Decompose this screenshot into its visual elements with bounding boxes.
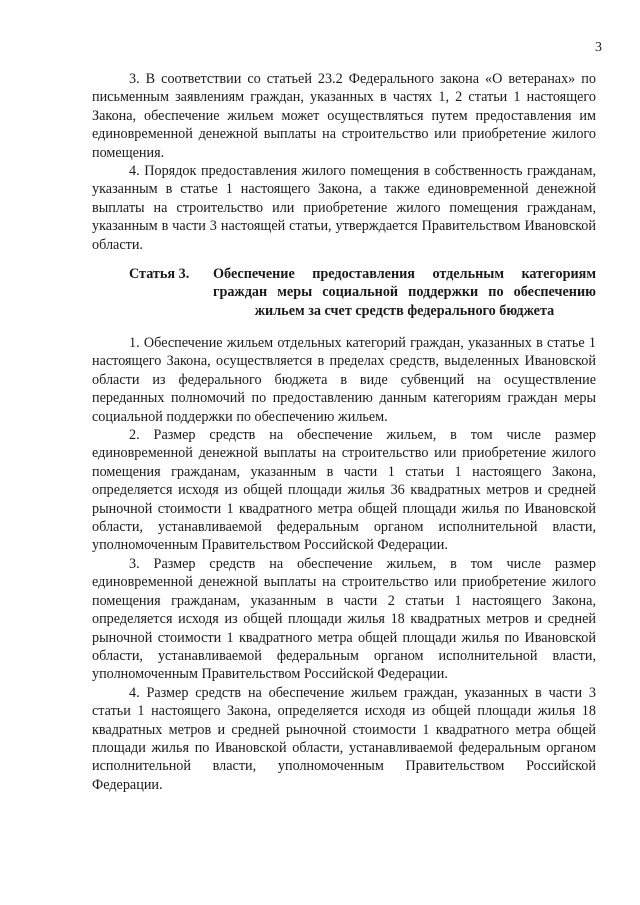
article-paragraph-1: 1. Обеспечение жильем отдельных категорий граждан, указанных в статье 1 настоящего Закона, осуществляется в пределах средств, выделенных Ивановской области из федерального бюджета в виде субвенций на осуществление переданных полномочий по предоставлению данным категориям граждан меры социальной поддержки по обеспечению жильем. (92, 335, 596, 425)
paragraph-part-4: 4. Порядок предоставления жилого помещения в собственность гражданам, указанным в статье 1 настоящего Закона, а также единовременной денежной выплаты на строительство или приобретение жилого помещения гражданам, указанным в части 3 настоящей статьи, утверждается Правительством Ивановской области. (92, 163, 596, 253)
article-paragraph-3: 3. Размер средств на обеспечение жильем, в том числе размер единовременной денежной выплаты на строительство или приобретение жилого помещения гражданам, указанным в части 2 статьи 1 настоящего Закона, определяется исходя из общей площади жилья 18 квадратных метров и средней рыночной стоимости 1 квадратного метра общей площади жилья по Ивановской области, устанавливаемой федеральным органом исполнительной власти, уполномоченным Правительством Российской Федерации. (92, 555, 596, 683)
article-title: Обеспечение предоставления отдельным категориям граждан меры социальной поддержки по обеспечению жильем за счет средств федерального бюджета (213, 266, 596, 319)
page-number: 3 (595, 40, 602, 55)
section-paragraphs (92, 70, 596, 254)
paragraph-part-3: 3. В соответствии со статьей 23.2 Федерального закона «О ветеранах» по письменным заявлениям граждан, указанных в частях 1, 2 статьи 1 настоящего Закона, обеспечение жильем может осуществляться путем предоставления им единовременной денежной выплаты на строительство или приобретение жилого помещения. (92, 71, 596, 161)
article-paragraph-4: 4. Размер средств на обеспечение жильем граждан, указанных в части 3 статьи 1 настоящего Закона, определяется исходя из общей площади жилья 18 квадратных метров и средней рыночной стоимости 1 квадратного метра общей площади жилья по Ивановской области, устанавливаемой федеральным органом исполнительной власти, уполномоченным Правительством Российской Федерации. (92, 684, 596, 793)
article-heading (92, 265, 596, 320)
article-paragraph-2: 2. Размер средств на обеспечение жильем, в том числе размер единовременной денежной выплаты на строительство или приобретение жилого помещения гражданам, указанным в части 1 статьи 1 настоящего Закона, определяется исходя из общей площади жилья 36 квадратных метров и средней рыночной стоимости 1 квадратного метра общей площади жилья по Ивановской области, устанавливаемой федеральным органом исполнительной власти, уполномоченным Правительством Российской Федерации. (92, 427, 596, 554)
article-label: Статья 3. (129, 266, 190, 282)
article-paragraphs (92, 334, 596, 794)
